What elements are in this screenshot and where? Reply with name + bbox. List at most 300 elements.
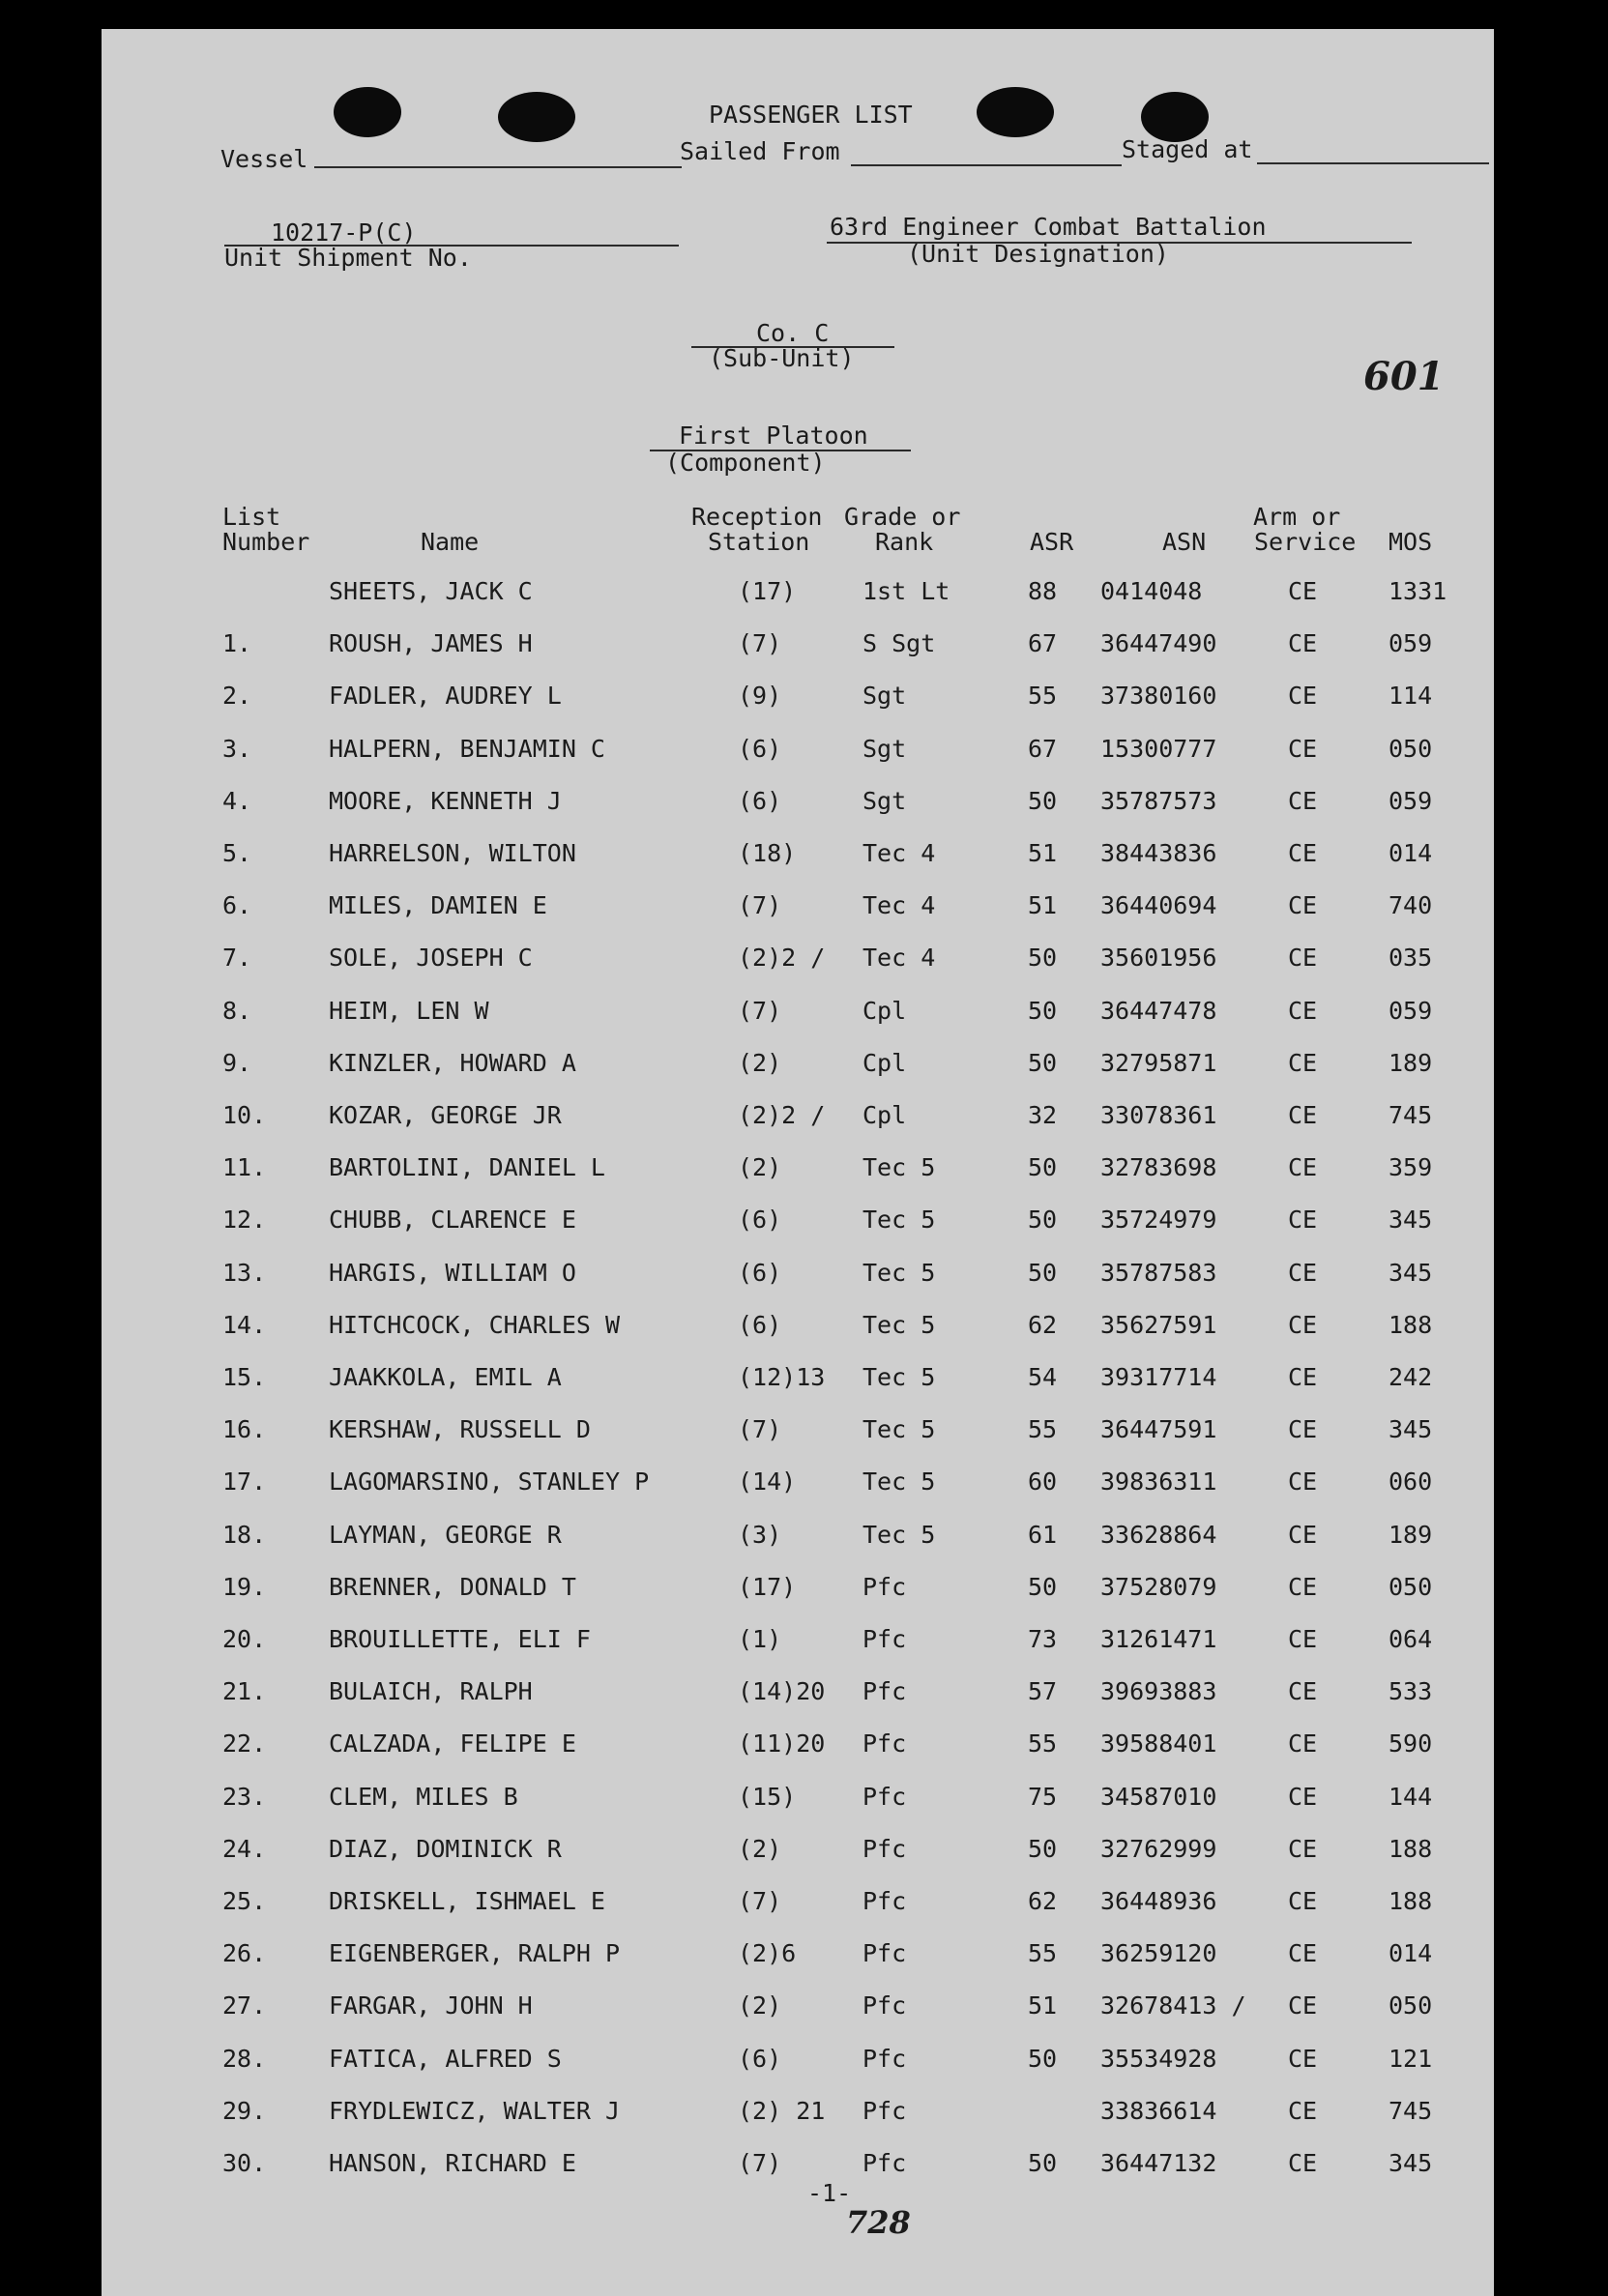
mos-code: 188	[1389, 1887, 1433, 1915]
row-number: 28.	[222, 2045, 267, 2073]
asr-score: 88	[1028, 577, 1058, 605]
grade-rank: Cpl	[862, 1049, 907, 1077]
mos-code: 345	[1389, 1259, 1433, 1287]
staged-at-line	[1257, 162, 1489, 164]
table-row	[0, 787, 1608, 826]
reception-station: (2) 21	[738, 2097, 826, 2125]
asr-score: 61	[1028, 1521, 1058, 1549]
reception-station: (14)	[738, 1468, 797, 1496]
passenger-name: HEIM, LEN W	[329, 997, 489, 1025]
serial-number: 35787583	[1100, 1259, 1217, 1287]
asr-score: 50	[1028, 1153, 1058, 1181]
reception-station: (2)2 /	[738, 944, 826, 972]
arm-service: CE	[1288, 1887, 1318, 1915]
table-row	[0, 1101, 1608, 1140]
passenger-name: ROUSH, JAMES H	[329, 629, 533, 657]
passenger-name: MILES, DAMIEN E	[329, 891, 547, 919]
arm-service: CE	[1288, 1259, 1318, 1287]
reception-station: (2)	[738, 1049, 782, 1077]
serial-number: 0414048	[1100, 577, 1203, 605]
grade-rank: Tec 5	[862, 1153, 936, 1181]
row-number: 27.	[222, 1991, 267, 2020]
row-number: 23.	[222, 1783, 267, 1811]
grade-rank: Pfc	[862, 1835, 907, 1863]
mos-code: 014	[1389, 1939, 1433, 1967]
reception-station: (7)	[738, 1415, 782, 1443]
table-row	[0, 944, 1608, 982]
asr-score: 67	[1028, 629, 1058, 657]
serial-number: 36259120	[1100, 1939, 1217, 1967]
header-number: Number	[222, 528, 310, 556]
arm-service: CE	[1288, 1468, 1318, 1496]
table-row	[0, 2097, 1608, 2136]
grade-rank: Tec 5	[862, 1415, 936, 1443]
grade-rank: Sgt	[862, 735, 907, 763]
passenger-name: KINZLER, HOWARD A	[329, 1049, 576, 1077]
passenger-name: BULAICH, RALPH	[329, 1677, 533, 1705]
passenger-name: LAYMAN, GEORGE R	[329, 1521, 562, 1549]
serial-number: 38443836	[1100, 839, 1217, 867]
header-asn: ASN	[1162, 528, 1207, 556]
mos-code: 345	[1389, 2149, 1433, 2177]
mos-code: 059	[1389, 997, 1433, 1025]
reception-station: (2)2 /	[738, 1101, 826, 1129]
passenger-name: HANSON, RICHARD E	[329, 2149, 576, 2177]
table-row	[0, 1783, 1608, 1821]
table-row	[0, 839, 1608, 878]
header-name: Name	[421, 528, 480, 556]
asr-score: 50	[1028, 787, 1058, 815]
asr-score: 50	[1028, 1259, 1058, 1287]
grade-rank: Sgt	[862, 682, 907, 710]
row-number: 26.	[222, 1939, 267, 1967]
grade-rank: Pfc	[862, 1573, 907, 1601]
serial-number: 31261471	[1100, 1625, 1217, 1653]
serial-number: 36447478	[1100, 997, 1217, 1025]
arm-service: CE	[1288, 1783, 1318, 1811]
grade-rank: Tec 5	[862, 1311, 936, 1339]
row-number: 8.	[222, 997, 252, 1025]
grade-rank: Pfc	[862, 2097, 907, 2125]
reception-station: (6)	[738, 1206, 782, 1234]
sub-unit-label: (Sub-Unit)	[709, 344, 855, 372]
handwritten-note: 728	[846, 2204, 911, 2241]
table-row	[0, 1521, 1608, 1559]
passenger-name: HALPERN, BENJAMIN C	[329, 735, 605, 763]
serial-number: 35534928	[1100, 2045, 1217, 2073]
arm-service: CE	[1288, 735, 1318, 763]
table-row	[0, 1363, 1608, 1402]
grade-rank: Tec 5	[862, 1259, 936, 1287]
header-arm: Arm or	[1253, 503, 1341, 531]
grade-rank: S Sgt	[862, 629, 936, 657]
asr-score: 75	[1028, 1783, 1058, 1811]
reception-station: (6)	[738, 2045, 782, 2073]
row-number: 2.	[222, 682, 252, 710]
header-rank: Rank	[875, 528, 934, 556]
row-number: 11.	[222, 1153, 267, 1181]
document-title: PASSENGER LIST	[709, 101, 913, 129]
row-number: 9.	[222, 1049, 252, 1077]
serial-number: 36447132	[1100, 2149, 1217, 2177]
asr-score: 54	[1028, 1363, 1058, 1391]
header-grade: Grade or	[844, 503, 961, 531]
punch-hole	[334, 87, 401, 137]
row-number: 22.	[222, 1729, 267, 1758]
table-row	[0, 577, 1608, 616]
asr-score: 32	[1028, 1101, 1058, 1129]
asr-score: 55	[1028, 1415, 1058, 1443]
mos-code: 1331	[1389, 577, 1447, 605]
serial-number: 36448936	[1100, 1887, 1217, 1915]
table-row	[0, 2045, 1608, 2083]
arm-service: CE	[1288, 577, 1318, 605]
mos-code: 014	[1389, 839, 1433, 867]
arm-service: CE	[1288, 944, 1318, 972]
asr-score: 55	[1028, 682, 1058, 710]
reception-station: (6)	[738, 735, 782, 763]
asr-score: 51	[1028, 891, 1058, 919]
asr-score: 50	[1028, 997, 1058, 1025]
mos-code: 064	[1389, 1625, 1433, 1653]
asr-score: 60	[1028, 1468, 1058, 1496]
passenger-name: MOORE, KENNETH J	[329, 787, 562, 815]
shipment-number: 10217-P(C)	[271, 218, 417, 247]
passenger-name: BARTOLINI, DANIEL L	[329, 1153, 605, 1181]
mos-code: 188	[1389, 1311, 1433, 1339]
table-row	[0, 1939, 1608, 1978]
reception-station: (2)	[738, 1153, 782, 1181]
grade-rank: Pfc	[862, 1625, 907, 1653]
staged-at-label: Staged at	[1122, 135, 1253, 163]
reception-station: (2)	[738, 1991, 782, 2020]
reception-station: (7)	[738, 1887, 782, 1915]
mos-code: 060	[1389, 1468, 1433, 1496]
table-row	[0, 997, 1608, 1035]
reception-station: (6)	[738, 787, 782, 815]
passenger-name: BROUILLETTE, ELI F	[329, 1625, 591, 1653]
mos-code: 345	[1389, 1415, 1433, 1443]
serial-number: 36447591	[1100, 1415, 1217, 1443]
mos-code: 345	[1389, 1206, 1433, 1234]
asr-score: 62	[1028, 1311, 1058, 1339]
mos-code: 121	[1389, 2045, 1433, 2073]
mos-code: 745	[1389, 2097, 1433, 2125]
row-number: 18.	[222, 1521, 267, 1549]
serial-number: 39588401	[1100, 1729, 1217, 1758]
row-number: 16.	[222, 1415, 267, 1443]
mos-code: 242	[1389, 1363, 1433, 1391]
arm-service: CE	[1288, 2097, 1318, 2125]
vessel-label: Vessel	[220, 145, 308, 173]
passenger-name: FARGAR, JOHN H	[329, 1991, 533, 2020]
arm-service: CE	[1288, 2149, 1318, 2177]
arm-service: CE	[1288, 1729, 1318, 1758]
header-station: Station	[708, 528, 810, 556]
row-number: 17.	[222, 1468, 267, 1496]
serial-number: 32762999	[1100, 1835, 1217, 1863]
asr-score: 55	[1028, 1729, 1058, 1758]
mos-code: 590	[1389, 1729, 1433, 1758]
grade-rank: Tec 4	[862, 839, 936, 867]
passenger-name: HARGIS, WILLIAM O	[329, 1259, 576, 1287]
mos-code: 745	[1389, 1101, 1433, 1129]
reception-station: (6)	[738, 1259, 782, 1287]
serial-number: 36440694	[1100, 891, 1217, 919]
serial-number: 39317714	[1100, 1363, 1217, 1391]
passenger-name: EIGENBERGER, RALPH P	[329, 1939, 621, 1967]
passenger-name: FATICA, ALFRED S	[329, 2045, 562, 2073]
reception-station: (11)20	[738, 1729, 826, 1758]
table-row	[0, 1573, 1608, 1612]
asr-score: 62	[1028, 1887, 1058, 1915]
passenger-name: FADLER, AUDREY L	[329, 682, 562, 710]
asr-score: 50	[1028, 1573, 1058, 1601]
mos-code: 533	[1389, 1677, 1433, 1705]
arm-service: CE	[1288, 1153, 1318, 1181]
passenger-name: BRENNER, DONALD T	[329, 1573, 576, 1601]
table-row	[0, 629, 1608, 668]
reception-station: (18)	[738, 839, 797, 867]
table-row	[0, 1153, 1608, 1192]
row-number: 1.	[222, 629, 252, 657]
grade-rank: Pfc	[862, 1729, 907, 1758]
header-mos: MOS	[1389, 528, 1433, 556]
serial-number: 35787573	[1100, 787, 1217, 815]
grade-rank: 1st Lt	[862, 577, 950, 605]
reception-station: (7)	[738, 629, 782, 657]
passenger-name: SHEETS, JACK C	[329, 577, 533, 605]
asr-score: 50	[1028, 944, 1058, 972]
grade-rank: Pfc	[862, 1677, 907, 1705]
arm-service: CE	[1288, 997, 1318, 1025]
unit-designation: 63rd Engineer Combat Battalion	[830, 213, 1267, 241]
row-number: 4.	[222, 787, 252, 815]
grade-rank: Sgt	[862, 787, 907, 815]
serial-number: 32783698	[1100, 1153, 1217, 1181]
mos-code: 035	[1389, 944, 1433, 972]
mos-code: 359	[1389, 1153, 1433, 1181]
reception-station: (3)	[738, 1521, 782, 1549]
reception-station: (15)	[738, 1783, 797, 1811]
passenger-name: DRISKELL, ISHMAEL E	[329, 1887, 605, 1915]
reception-station: (6)	[738, 1311, 782, 1339]
row-number: 30.	[222, 2149, 267, 2177]
row-number: 6.	[222, 891, 252, 919]
arm-service: CE	[1288, 1311, 1318, 1339]
asr-score: 57	[1028, 1677, 1058, 1705]
grade-rank: Tec 4	[862, 944, 936, 972]
reception-station: (9)	[738, 682, 782, 710]
table-row	[0, 1677, 1608, 1716]
passenger-name: HARRELSON, WILTON	[329, 839, 576, 867]
header-list: List	[222, 503, 281, 531]
passenger-name: DIAZ, DOMINICK R	[329, 1835, 562, 1863]
row-number: 29.	[222, 2097, 267, 2125]
grade-rank: Pfc	[862, 1887, 907, 1915]
table-row	[0, 735, 1608, 773]
serial-number: 32678413 /	[1100, 1991, 1246, 2020]
serial-number: 32795871	[1100, 1049, 1217, 1077]
sailed-from-line	[851, 164, 1122, 166]
arm-service: CE	[1288, 839, 1318, 867]
serial-number: 33078361	[1100, 1101, 1217, 1129]
row-number: 24.	[222, 1835, 267, 1863]
table-row	[0, 891, 1608, 930]
reception-station: (12)13	[738, 1363, 826, 1391]
table-row	[0, 1259, 1608, 1297]
mos-code: 188	[1389, 1835, 1433, 1863]
table-row	[0, 1049, 1608, 1088]
reception-station: (2)	[738, 1835, 782, 1863]
header-reception: Reception	[691, 503, 823, 531]
grade-rank: Tec 5	[862, 1363, 936, 1391]
table-row	[0, 1991, 1608, 2030]
serial-number: 37380160	[1100, 682, 1217, 710]
mos-code: 114	[1389, 682, 1433, 710]
punch-hole	[977, 87, 1054, 137]
serial-number: 35601956	[1100, 944, 1217, 972]
table-row	[0, 1625, 1608, 1664]
serial-number: 33836614	[1100, 2097, 1217, 2125]
arm-service: CE	[1288, 682, 1318, 710]
reception-station: (2)6	[738, 1939, 797, 1967]
arm-service: CE	[1288, 787, 1318, 815]
shipment-label: Unit Shipment No.	[224, 244, 472, 272]
row-number: 19.	[222, 1573, 267, 1601]
grade-rank: Cpl	[862, 1101, 907, 1129]
arm-service: CE	[1288, 1939, 1318, 1967]
serial-number: 39836311	[1100, 1468, 1217, 1496]
header-asr: ASR	[1030, 528, 1074, 556]
row-number: 14.	[222, 1311, 267, 1339]
row-number: 10.	[222, 1101, 267, 1129]
asr-score: 51	[1028, 1991, 1058, 2020]
row-number: 7.	[222, 944, 252, 972]
arm-service: CE	[1288, 1521, 1318, 1549]
table-row	[0, 1835, 1608, 1874]
grade-rank: Pfc	[862, 1991, 907, 2020]
reception-station: (17)	[738, 577, 797, 605]
arm-service: CE	[1288, 1677, 1318, 1705]
grade-rank: Tec 4	[862, 891, 936, 919]
table-row	[0, 1887, 1608, 1926]
table-row	[0, 1729, 1608, 1768]
passenger-name: JAAKKOLA, EMIL A	[329, 1363, 562, 1391]
table-row	[0, 682, 1608, 720]
passenger-name: SOLE, JOSEPH C	[329, 944, 533, 972]
asr-score: 73	[1028, 1625, 1058, 1653]
vessel-line	[314, 166, 682, 168]
asr-score: 50	[1028, 1206, 1058, 1234]
arm-service: CE	[1288, 891, 1318, 919]
grade-rank: Pfc	[862, 2045, 907, 2073]
row-number: 15.	[222, 1363, 267, 1391]
passenger-name: CLEM, MILES B	[329, 1783, 518, 1811]
punch-hole	[498, 92, 575, 142]
serial-number: 35627591	[1100, 1311, 1217, 1339]
arm-service: CE	[1288, 2045, 1318, 2073]
asr-score: 67	[1028, 735, 1058, 763]
table-row	[0, 1206, 1608, 1244]
passenger-name: CALZADA, FELIPE E	[329, 1729, 576, 1758]
mos-code: 059	[1389, 629, 1433, 657]
unit-designation-label: (Unit Designation)	[907, 240, 1169, 268]
grade-rank: Tec 5	[862, 1521, 936, 1549]
serial-number: 39693883	[1100, 1677, 1217, 1705]
serial-number: 15300777	[1100, 735, 1217, 763]
header-service: Service	[1254, 528, 1357, 556]
passenger-name: KERSHAW, RUSSELL D	[329, 1415, 591, 1443]
arm-service: CE	[1288, 1363, 1318, 1391]
mos-code: 059	[1389, 787, 1433, 815]
reception-station: (14)20	[738, 1677, 826, 1705]
passenger-name: KOZAR, GEORGE JR	[329, 1101, 562, 1129]
reception-station: (17)	[738, 1573, 797, 1601]
sub-unit: Co. C	[756, 319, 830, 347]
passenger-name: HITCHCOCK, CHARLES W	[329, 1311, 621, 1339]
serial-number: 36447490	[1100, 629, 1217, 657]
reception-station: (7)	[738, 891, 782, 919]
passenger-name: CHUBB, CLARENCE E	[329, 1206, 576, 1234]
serial-number: 35724979	[1100, 1206, 1217, 1234]
passenger-name: FRYDLEWICZ, WALTER J	[329, 2097, 621, 2125]
arm-service: CE	[1288, 1573, 1318, 1601]
reception-station: (1)	[738, 1625, 782, 1653]
grade-rank: Cpl	[862, 997, 907, 1025]
arm-service: CE	[1288, 1206, 1318, 1234]
asr-score: 50	[1028, 2149, 1058, 2177]
mos-code: 740	[1389, 891, 1433, 919]
row-number: 12.	[222, 1206, 267, 1234]
asr-score: 50	[1028, 2045, 1058, 2073]
mos-code: 189	[1389, 1521, 1433, 1549]
asr-score: 51	[1028, 839, 1058, 867]
passenger-name: LAGOMARSINO, STANLEY P	[329, 1468, 650, 1496]
row-number: 5.	[222, 839, 252, 867]
arm-service: CE	[1288, 1101, 1318, 1129]
mos-code: 050	[1389, 1573, 1433, 1601]
grade-rank: Tec 5	[862, 1468, 936, 1496]
arm-service: CE	[1288, 1835, 1318, 1863]
grade-rank: Pfc	[862, 1783, 907, 1811]
row-number: 20.	[222, 1625, 267, 1653]
grade-rank: Pfc	[862, 1939, 907, 1967]
arm-service: CE	[1288, 629, 1318, 657]
mos-code: 189	[1389, 1049, 1433, 1077]
mos-code: 144	[1389, 1783, 1433, 1811]
grade-rank: Pfc	[862, 2149, 907, 2177]
table-row	[0, 1415, 1608, 1454]
page-number: -1-	[807, 2179, 852, 2207]
serial-number: 34587010	[1100, 1783, 1217, 1811]
table-row	[0, 1468, 1608, 1506]
mos-code: 050	[1389, 735, 1433, 763]
arm-service: CE	[1288, 1991, 1318, 2020]
table-row	[0, 1311, 1608, 1350]
mos-code: 050	[1389, 1991, 1433, 2020]
arm-service: CE	[1288, 1049, 1318, 1077]
page-stamp: 601	[1363, 354, 1445, 399]
arm-service: CE	[1288, 1625, 1318, 1653]
arm-service: CE	[1288, 1415, 1318, 1443]
row-number: 3.	[222, 735, 252, 763]
row-number: 13.	[222, 1259, 267, 1287]
serial-number: 33628864	[1100, 1521, 1217, 1549]
serial-number: 37528079	[1100, 1573, 1217, 1601]
sailed-from-label: Sailed From	[680, 137, 840, 165]
grade-rank: Tec 5	[862, 1206, 936, 1234]
